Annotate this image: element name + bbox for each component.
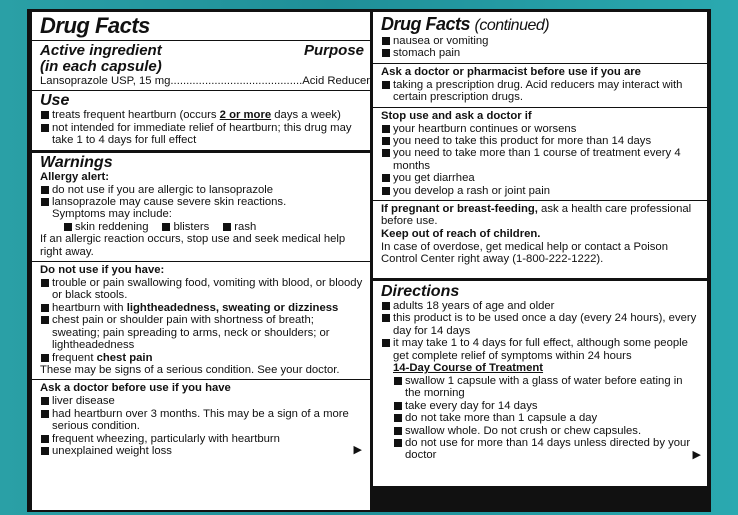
list-item: lansoprazole may cause severe skin reactions.: [40, 196, 364, 208]
pregnancy-section: [373, 201, 707, 269]
reach-warning: Keep out of reach of children.: [381, 227, 541, 240]
list-item: chest pain or shoulder pain with shortness of breath; sweating; pain spreading to arms, neck or shoulders; or lightheadedness: [40, 314, 364, 351]
list-item: you get diarrhea: [381, 172, 701, 184]
leader-dots: ..........................................: [170, 75, 303, 87]
list-item: your heartburn continues or worsens: [381, 123, 701, 135]
pharm-heading: Ask a doctor or pharmacist before use if you are: [381, 65, 641, 78]
stop-use-section: [373, 108, 707, 201]
overdose-text: In case of overdose, get medical help or contact a Poison Control Center right away (1-800-222-1222).: [381, 240, 668, 266]
symptom-item: blisters: [162, 221, 209, 233]
list-item: you need to take this product for more than 14 days: [381, 135, 701, 147]
list-item: trouble or pain swallowing food, vomiting with blood, or bloody or black stools.: [40, 277, 364, 302]
symptoms-intro: Symptoms may include:: [52, 208, 172, 221]
use-section: [32, 91, 370, 152]
list-item: you need to take more than 1 course of treatment every 4 months: [381, 147, 701, 172]
list-item: you develop a rash or joint pain: [381, 185, 701, 197]
list-item: unexplained weight loss: [40, 445, 364, 457]
active-ingredient-section: [32, 41, 370, 91]
purpose-heading: Purpose: [303, 42, 364, 59]
list-item: it may take 1 to 4 days for full effect, although some people get complete relief of symptoms within 24 hours: [381, 337, 701, 362]
do-not-use-section: [32, 262, 370, 380]
directions-title: Directions: [381, 283, 460, 300]
symptoms-list: [40, 221, 364, 233]
list-item: adults 18 years of age and older: [381, 300, 701, 312]
list-item: treats frequent heartburn (occurs 2 or more days a week): [40, 109, 364, 121]
pregnancy-text: ask a health care professional before use.: [381, 203, 692, 228]
list-item: frequent chest pain: [40, 352, 364, 364]
list-item: heartburn with lightheadedness, sweating or dizziness: [40, 302, 364, 314]
stop-heading: Stop use and ask a doctor if: [381, 109, 532, 122]
course-heading: 14-Day Course of Treatment: [393, 362, 544, 375]
list-item: this product is to be used once a day (every 24 hours), every day for 14 days: [381, 312, 701, 337]
list-item: frequent wheezing, particularly with heartburn: [40, 433, 364, 445]
allergy-heading: Allergy alert:: [40, 170, 110, 183]
warnings-section: [32, 153, 370, 262]
continue-arrow-icon: ▶: [353, 444, 362, 457]
directions-section: [373, 281, 707, 465]
list-item: had heartburn over 3 months. This may be a sign of a more serious condition.: [40, 408, 364, 433]
list-item: liver disease: [40, 395, 364, 407]
symptom-item: rash: [223, 221, 256, 233]
list-item: do not use for more than 14 days unless directed by your doctor: [393, 437, 701, 462]
continued-header: [373, 12, 707, 64]
list-item: do not use if you are allergic to lansoprazole: [40, 184, 364, 196]
ingredient-name: Lansoprazole USP, 15 mg: [40, 75, 171, 87]
directions-panel: [373, 281, 707, 486]
dnu-after: These may be signs of a serious condition. See your doctor.: [40, 363, 340, 376]
continued-label: (continued): [474, 17, 550, 34]
active-heading: Active ingredient: [40, 42, 162, 59]
left-panel: [32, 12, 370, 510]
list-item: taking a prescription drug. Acid reducers may interact with certain prescription drugs.: [381, 79, 701, 104]
warnings-title: Warnings: [40, 153, 113, 171]
symptom-item: skin reddening: [64, 221, 148, 233]
purpose-value: Acid Reducer: [302, 75, 371, 87]
allergy-after: If an allergic reaction occurs, stop use and seek medical help right away.: [40, 233, 346, 258]
page-title: Drug Facts: [40, 13, 150, 38]
list-item: swallow whole. Do not crush or chew capsules.: [393, 425, 701, 437]
header-section: [32, 12, 370, 41]
pharmacist-section: [373, 64, 707, 108]
list-item: take every day for 14 days: [393, 400, 701, 412]
continued-title: Drug Facts: [381, 14, 471, 34]
ask-doctor-section: [32, 380, 370, 460]
list-item: stomach pain: [381, 47, 701, 59]
list-item: swallow 1 capsule with a glass of water before eating in the morning: [393, 375, 701, 400]
continue-arrow-icon: ▶: [692, 448, 701, 461]
pregnancy-bold: If pregnant or breast-feeding,: [381, 203, 538, 216]
active-subheading: (in each capsule): [40, 58, 162, 75]
ask-heading: Ask a doctor before use if you have: [40, 382, 231, 395]
list-item: nausea or vomiting: [381, 35, 701, 47]
dnu-heading: Do not use if you have:: [40, 264, 165, 277]
list-item: do not take more than 1 capsule a day: [393, 412, 701, 424]
list-item: not intended for immediate relief of heartburn; this drug may take 1 to 4 days for full effect: [40, 122, 364, 147]
use-title: Use: [40, 92, 70, 110]
right-top-panel: [373, 12, 707, 278]
